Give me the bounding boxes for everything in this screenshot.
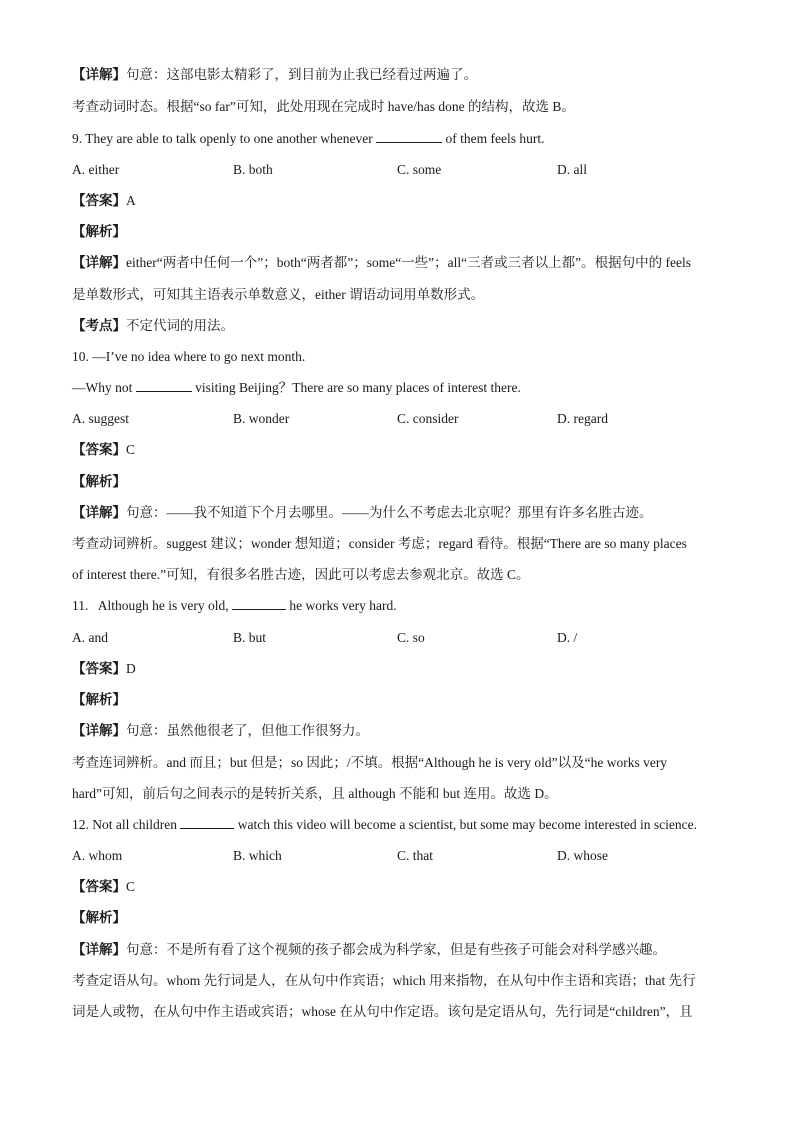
q11-detail-1 <box>72 722 732 740</box>
q10-detail-3: of interest there.”可知，有很多名胜古迹，因此可以考虑去参观北京。故选 C。 <box>72 567 530 582</box>
detail-tag: 【详解】 <box>72 723 126 738</box>
answer-value: A <box>126 193 136 208</box>
answer-value: D <box>126 661 136 676</box>
answer-tag: 【答案】 <box>72 442 126 457</box>
q12-option-a: A. whom <box>72 848 123 863</box>
q12-analysis-tag: 【解析】 <box>72 910 126 925</box>
detail-tag: 【详解】 <box>72 255 126 270</box>
detail-tag: 【详解】 <box>72 942 126 957</box>
q12-option-d: D. whose <box>557 848 608 863</box>
q11-option-c: C. so <box>397 630 425 645</box>
q12-detail-1 <box>72 941 732 959</box>
answer-blank <box>136 379 192 392</box>
answer-tag: 【答案】 <box>72 193 126 208</box>
q11-detail-3: hard”可知，前后句之间表示的是转折关系，且 although 不能和 but 连用。故选 D。 <box>72 786 558 801</box>
q11-analysis-tag: 【解析】 <box>72 692 126 707</box>
answer-blank <box>376 130 442 143</box>
q9-answer <box>72 192 732 210</box>
answer-blank <box>232 597 286 610</box>
q9-stem <box>72 130 732 148</box>
q9-detail-1 <box>72 254 732 272</box>
q11-option-d: D. / <box>557 630 578 645</box>
stem-part: 11. Although he is very old, <box>72 598 229 613</box>
detail-text: 句意：不是所有看了这个视频的孩子都会成为科学家，但是有些孩子可能会对科学感兴趣。 <box>126 942 666 957</box>
detail-text: 句意：——我不知道下个月去哪里。——为什么不考虑去北京呢？那里有许多名胜古迹。 <box>126 505 653 520</box>
q10-detail-1 <box>72 504 732 522</box>
q10-option-c: C. consider <box>397 411 459 426</box>
stem-part: 12. Not all children <box>72 817 177 832</box>
q11-answer <box>72 660 732 678</box>
q11-stem <box>72 597 732 615</box>
detail-tag: 【详解】 <box>72 505 126 520</box>
stem-part: 9. They are able to talk openly to one another whenever <box>72 131 373 146</box>
point-tag: 【考点】 <box>72 318 126 333</box>
q9-analysis-tag: 【解析】 <box>72 224 126 239</box>
q11-option-a: A. and <box>72 630 108 645</box>
q12-detail-2: 考查定语从句。whom 先行词是人，在从句中作宾语；which 用来指物，在从句中作主语和宾语；that 先行 <box>72 973 696 988</box>
q11-option-b: B. but <box>233 630 267 645</box>
detail-text: either“两者中任何一个”；both“两者都”；some“一些”；all“三者或三者以上都”。根据句中的 feels <box>126 255 692 270</box>
q9-option-a: A. either <box>72 162 120 177</box>
detail-text: 句意：这部电影太精彩了，到目前为止我已经看过两遍了。 <box>126 67 477 82</box>
q10-option-a: A. suggest <box>72 411 129 426</box>
stem-part: watch this video will become a scientist, but some may become interested in science. <box>237 817 697 832</box>
q9-option-d: D. all <box>557 162 587 177</box>
q11-detail-2: 考查连词辨析。and 而且；but 但是；so 因此；/不填。根据“Although he is very old”以及“he works very <box>72 755 668 770</box>
q10-stem-1: 10. —I’ve no idea where to go next month. <box>72 349 306 364</box>
q8-analysis: 考查动词时态。根据“so far”可知，此处用现在完成时 have/has done 的结构，故选 B。 <box>72 99 575 114</box>
stem-part: visiting Beijing？There are so many places of interest there. <box>195 380 521 395</box>
q12-answer <box>72 878 732 896</box>
detail-text: 句意：虽然他很老了，但他工作很努力。 <box>126 723 369 738</box>
q10-option-d: D. regard <box>557 411 608 426</box>
stem-part: —Why not <box>72 380 133 395</box>
detail-tag: 【详解】 <box>72 67 126 82</box>
q12-detail-3: 词是人或物，在从句中作主语或宾语；whose 在从句中作定语。该句是定语从句，先行词是“children”，且 <box>72 1004 693 1019</box>
q12-stem <box>72 816 732 834</box>
q10-option-b: B. wonder <box>233 411 290 426</box>
q10-detail-2: 考查动词辨析。suggest 建议；wonder 想知道；consider 考虑；regard 看待。根据“There are so many places <box>72 536 687 551</box>
point-text: 不定代词的用法。 <box>126 318 234 333</box>
answer-tag: 【答案】 <box>72 879 126 894</box>
answer-value: C <box>126 442 136 457</box>
q12-option-c: C. that <box>397 848 433 863</box>
q9-option-b: B. both <box>233 162 273 177</box>
answer-tag: 【答案】 <box>72 661 126 676</box>
stem-part: he works very hard. <box>289 598 397 613</box>
stem-part: of them feels hurt. <box>445 131 545 146</box>
q12-option-b: B. which <box>233 848 282 863</box>
q10-answer <box>72 441 732 459</box>
q8-detail <box>72 66 732 84</box>
q10-analysis-tag: 【解析】 <box>72 474 126 489</box>
q9-point <box>72 317 732 335</box>
answer-blank <box>180 816 234 829</box>
answer-value: C <box>126 879 136 894</box>
q9-detail-2: 是单数形式，可知其主语表示单数意义，either 谓语动词用单数形式。 <box>72 287 485 302</box>
q10-stem-2 <box>72 379 732 397</box>
q9-option-c: C. some <box>397 162 442 177</box>
